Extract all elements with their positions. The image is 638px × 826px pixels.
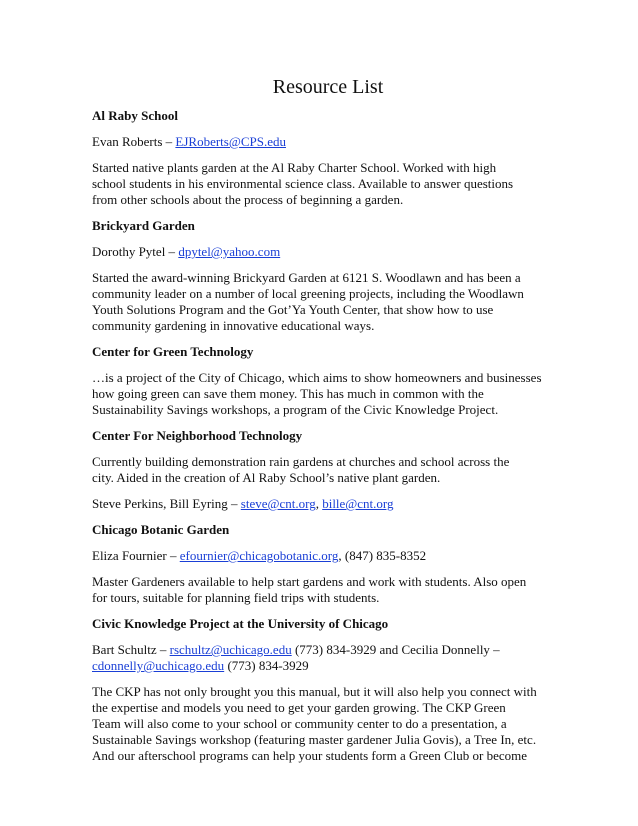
document-page [92, 74, 550, 774]
section-description [92, 574, 550, 606]
contact-line [92, 642, 550, 674]
section-description [92, 454, 550, 486]
description-line: school students in his environmental science class. Available to answer questions [92, 176, 514, 191]
description-line: community gardening in innovative educational ways. [92, 318, 375, 333]
page-title: Resource List [272, 76, 384, 98]
section-heading: Center For Neighborhood Technology [92, 428, 303, 443]
phone-text: , (847) 835-8352 [338, 548, 427, 563]
description-line: Started the award-winning Brickyard Garden at 6121 S. Woodlawn and has been a [92, 270, 521, 285]
description-line: Youth Solutions Program and the Got’Ya Youth Center, that show how to use [92, 302, 494, 317]
contact-name: Eliza Fournier – [92, 548, 180, 563]
contact-name: Bart Schultz – [92, 642, 170, 657]
email-link[interactable]: efournier@chicagobotanic.org [179, 548, 339, 563]
contact-line [92, 244, 550, 260]
description-line: Currently building demonstration rain gardens at churches and school across the [92, 454, 510, 469]
section-center-for-neighborhood-technology [92, 428, 550, 512]
section-heading: Center for Green Technology [92, 344, 254, 359]
contact-line [92, 134, 550, 150]
email-link[interactable]: bille@cnt.org [322, 496, 394, 511]
email-link[interactable]: steve@cnt.org [240, 496, 316, 511]
section-chicago-botanic-garden [92, 522, 550, 606]
phone-text: (773) 834-3929 and Cecilia Donnelly – [291, 642, 500, 657]
section-description [92, 370, 550, 418]
section-description [92, 160, 550, 208]
section-heading: Al Raby School [92, 108, 178, 123]
description-line: the expertise and models you need to get your garden growing. The CKP Green [92, 700, 506, 715]
description-line: …is a project of the City of Chicago, which aims to show homeowners and businesses [92, 370, 542, 385]
contact-name: Dorothy Pytel – [92, 244, 179, 259]
description-line: Started native plants garden at the Al Raby Charter School. Worked with high [92, 160, 497, 175]
description-line: community leader on a number of local greening projects, including the Woodlawn [92, 286, 524, 301]
contact-name: Steve Perkins, Bill Eyring – [92, 496, 241, 511]
description-line: Sustainable Savings workshop (featuring master gardener Julia Govis), a Tree In, etc. [92, 732, 537, 747]
section-description [92, 684, 550, 764]
description-line: from other schools about the process of beginning a garden. [92, 192, 404, 207]
description-line: Team will also come to your school or community center to do a presentation, a [92, 716, 507, 731]
section-al-raby-school [92, 108, 550, 208]
contact-line [92, 548, 550, 564]
section-brickyard-garden [92, 218, 550, 334]
email-link[interactable]: dpytel@yahoo.com [178, 244, 281, 259]
description-line: city. Aided in the creation of Al Raby School’s native plant garden. [92, 470, 441, 485]
contact-line [92, 496, 550, 512]
description-line: And our afterschool programs can help your students form a Green Club or become [92, 748, 528, 763]
section-heading: Civic Knowledge Project at the University of Chicago [92, 616, 389, 631]
email-link[interactable]: EJRoberts@CPS.edu [175, 134, 286, 149]
description-line: Master Gardeners available to help start gardens and work with students. Also open [92, 574, 527, 589]
description-line: how going green can save them money. This has much in common with the [92, 386, 484, 401]
separator-text: , [315, 496, 323, 511]
phone-text: (773) 834-3929 [224, 658, 309, 673]
description-line: The CKP has not only brought you this manual, but it will also help you connect with [92, 684, 537, 699]
email-link[interactable]: rschultz@uchicago.edu [169, 642, 292, 657]
section-description [92, 270, 550, 334]
section-civic-knowledge-project [92, 616, 550, 764]
section-heading: Chicago Botanic Garden [92, 522, 230, 537]
section-heading: Brickyard Garden [92, 218, 195, 233]
email-link[interactable]: cdonnelly@uchicago.edu [92, 658, 225, 673]
section-center-for-green-technology [92, 344, 550, 418]
contact-name: Evan Roberts – [92, 134, 176, 149]
description-line: Sustainability Savings workshops, a program of the Civic Knowledge Project. [92, 402, 499, 417]
description-line: for tours, suitable for planning field trips with students. [92, 590, 380, 605]
